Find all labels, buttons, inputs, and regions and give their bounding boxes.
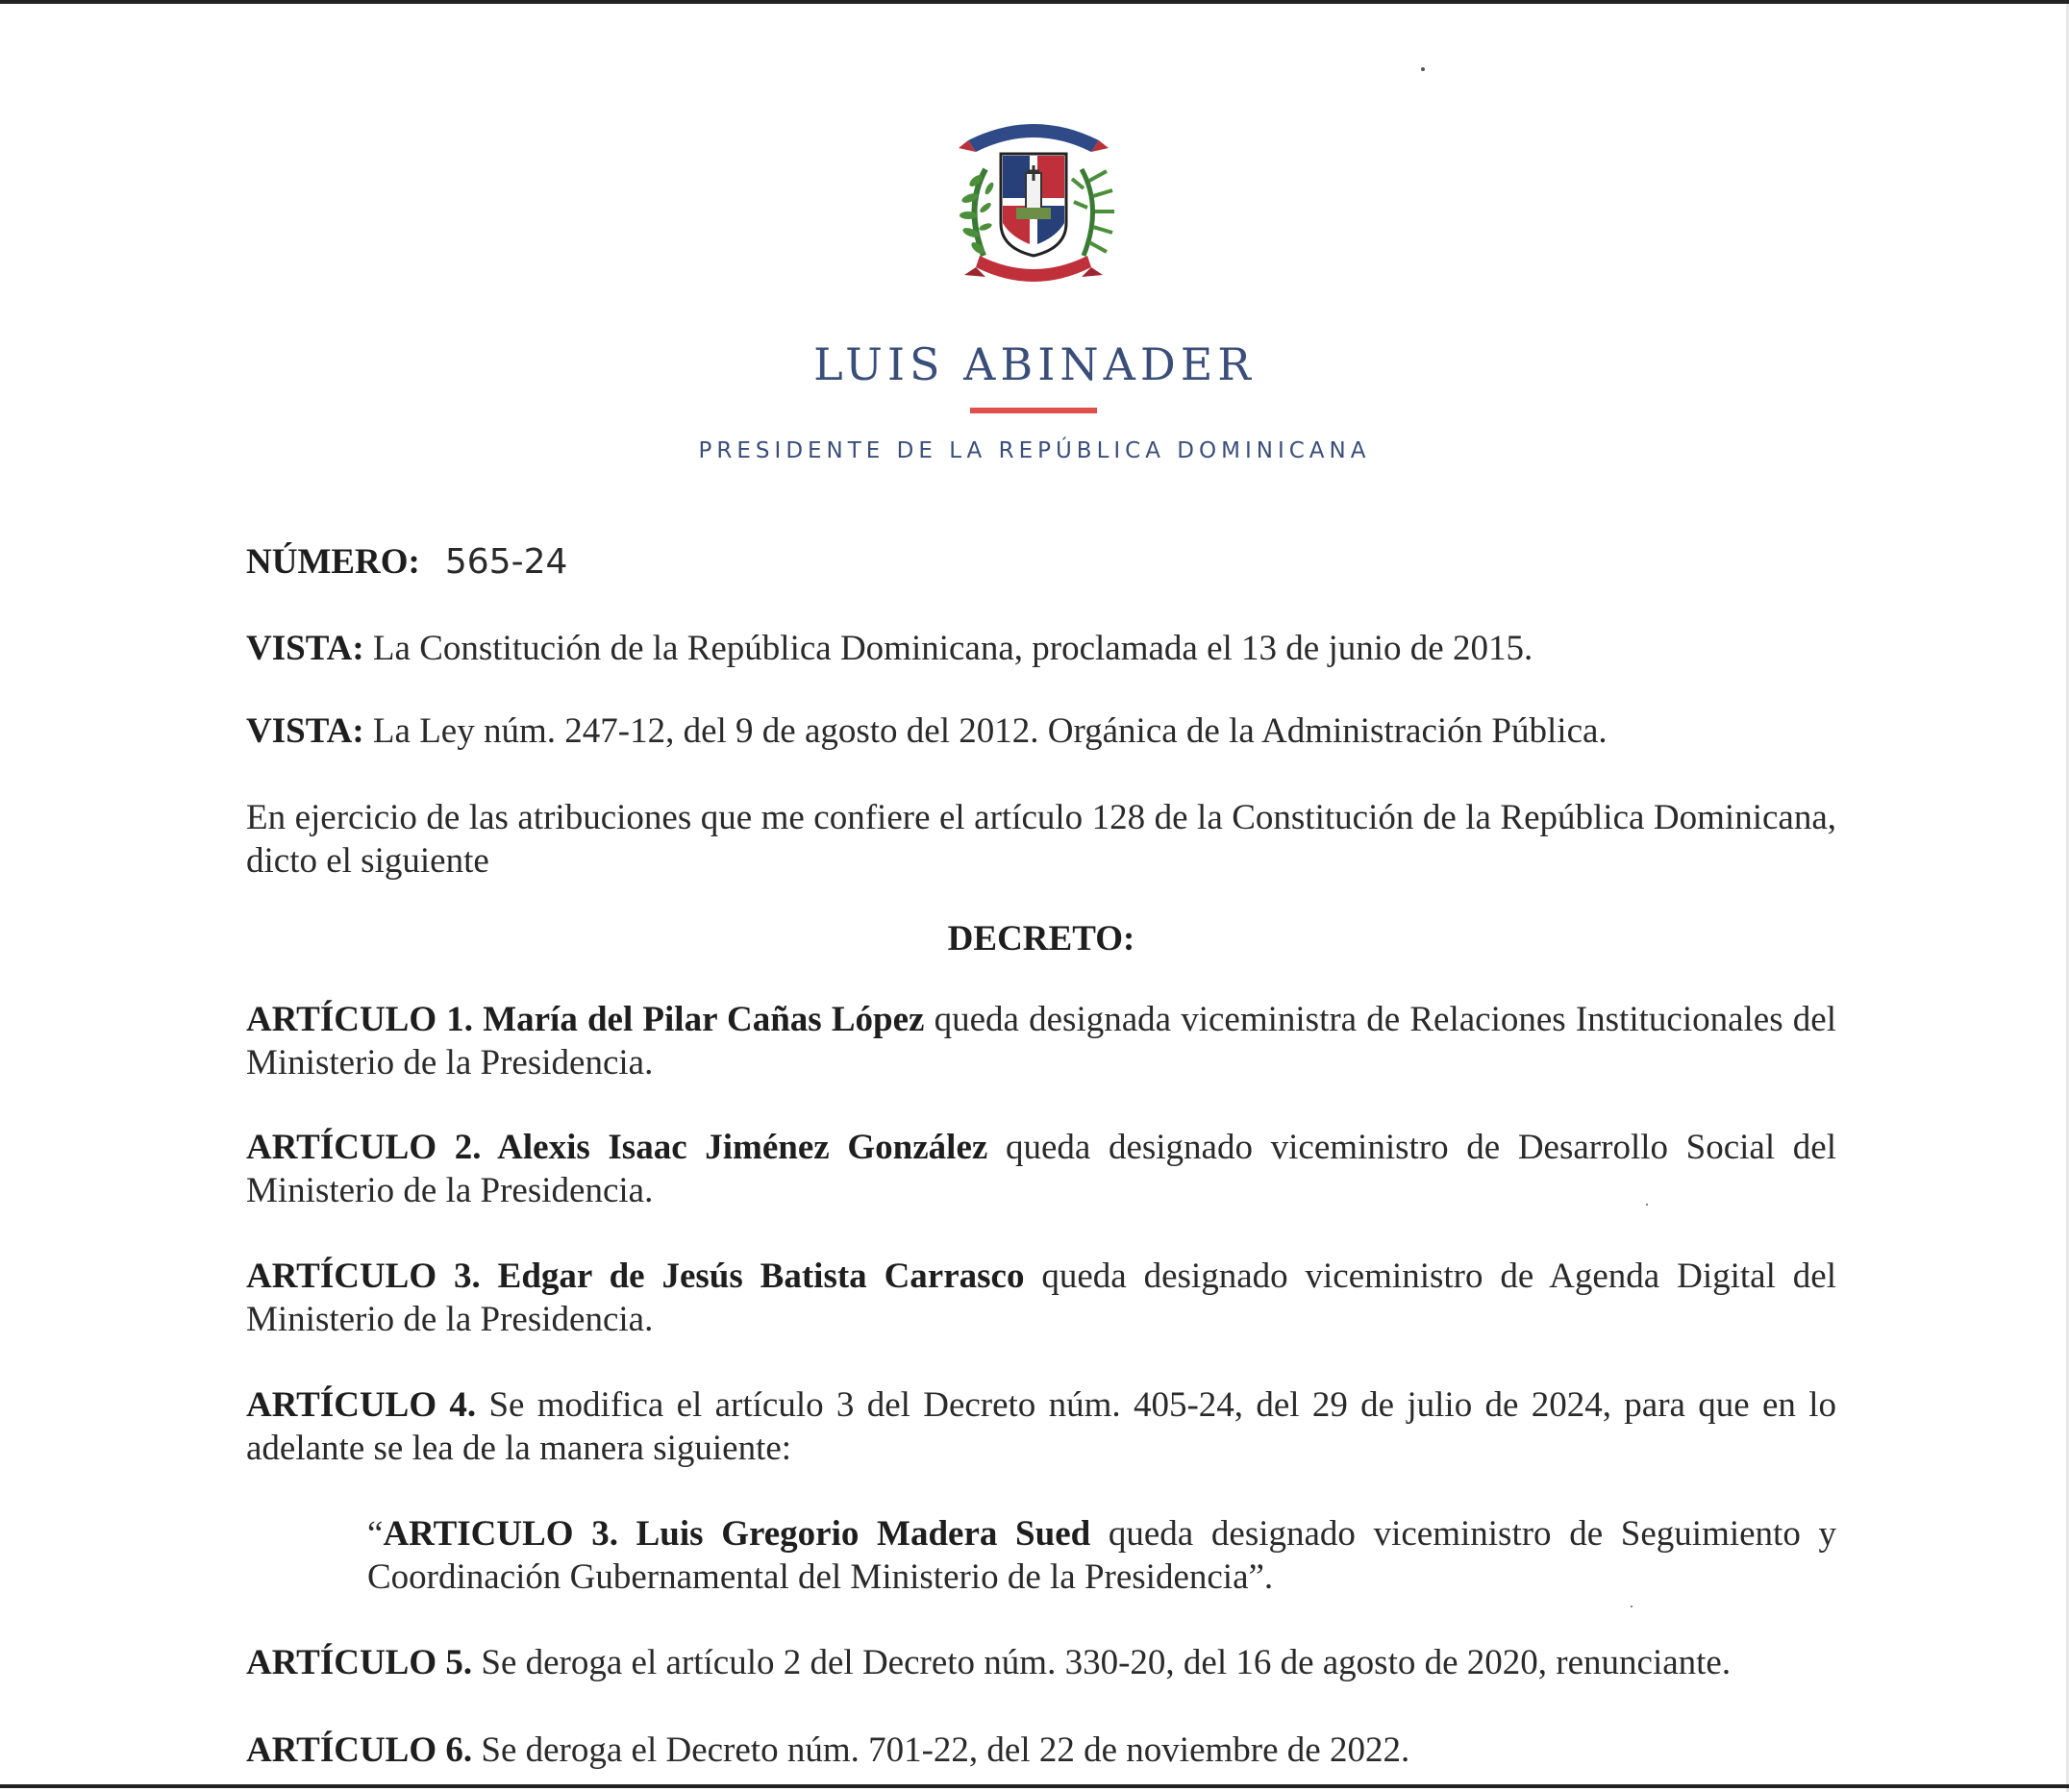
header-rule [970, 408, 1097, 413]
articulo-text: Se modifica el artículo 3 del Decreto núm. 405-24, del 29 de julio de 2024, para que en lo adelante se lea de la manera siguiente: [246, 1385, 1836, 1468]
decree-number [246, 540, 1836, 584]
vista-paragraph [246, 709, 1836, 753]
articulo-text: queda designado viceministro de Agenda Digital del Ministerio de la Presidencia. [246, 1257, 1836, 1339]
articulo-label: ARTÍCULO 2. [246, 1128, 482, 1167]
articulo-label: ARTÍCULO 5. [246, 1643, 473, 1682]
articulo-3 [246, 1255, 1836, 1341]
articulo-label: ARTÍCULO 3. [246, 1257, 481, 1296]
appointee-name: Edgar de Jesús Batista Carrasco [480, 1257, 1025, 1296]
articulo-5 [246, 1641, 1836, 1684]
articulo-text: Se deroga el Decreto núm. 701-22, del 22 de noviembre de 2022. [472, 1730, 1410, 1770]
quoted-label: ARTICULO 3. [383, 1514, 618, 1554]
quoted-articulo [367, 1512, 1836, 1599]
quote-open: “ [367, 1514, 384, 1554]
issuer-name: LUIS ABINADER [813, 338, 1256, 390]
appointee-name: Luis Gregorio Madera Sued [617, 1514, 1091, 1554]
articulo-text: Se deroga el artículo 2 del Decreto núm. 330-20, del 16 de agosto de 2020, renunciante. [472, 1643, 1732, 1682]
scan-speck [1646, 1204, 1648, 1206]
quoted-text: queda designado viceministro de Seguimiento y Coordinación Gubernamental del Ministerio de la Presidencia”. [367, 1514, 1836, 1597]
appointee-name: Alexis Isaac Jiménez González [481, 1128, 988, 1167]
numero-value: 565-24 [444, 542, 568, 582]
vista-label: VISTA: [246, 629, 364, 668]
vista-text: La Ley núm. 247-12, del 9 de agosto del 2012. Orgánica de la Administración Pública. [363, 711, 1608, 751]
page-edge [0, 1784, 2069, 1788]
scan-speck [1631, 1605, 1633, 1607]
articulo-label: ARTÍCULO 4. [246, 1385, 477, 1425]
vista-text: La Constitución de la República Dominicana, proclamada el 13 de junio de 2015. [363, 629, 1533, 668]
scan-speck [1421, 67, 1425, 71]
ejercicio-paragraph: En ejercicio de las atribuciones que me confiere el artículo 128 de la Constitución de la República Dominicana, dicto el siguiente [246, 798, 1836, 881]
vista-paragraph [246, 627, 1836, 670]
articulo-6 [246, 1729, 1836, 1772]
articulo-label: ARTÍCULO 1. [246, 1000, 474, 1039]
appointee-name: María del Pilar Cañas López [473, 1000, 925, 1039]
vista-label: VISTA: [246, 711, 364, 751]
articulo-text: queda designado viceministro de Desarrollo Social del Ministerio de la Presidencia. [246, 1128, 1836, 1210]
articulo-4 [246, 1383, 1836, 1470]
decreto-heading: DECRETO: [947, 919, 1135, 958]
numero-label: NÚMERO: [246, 542, 420, 582]
articulo-1 [246, 998, 1836, 1084]
coat-of-arms-icon [947, 112, 1120, 285]
articulo-text: queda designada viceministra de Relaciones Institucionales del Ministerio de la Presidencia. [246, 1000, 1836, 1083]
articulo-2 [246, 1126, 1836, 1212]
articulo-label: ARTÍCULO 6. [246, 1730, 473, 1770]
issuer-office: PRESIDENTE DE LA REPÚBLICA DOMINICANA [698, 438, 1371, 463]
